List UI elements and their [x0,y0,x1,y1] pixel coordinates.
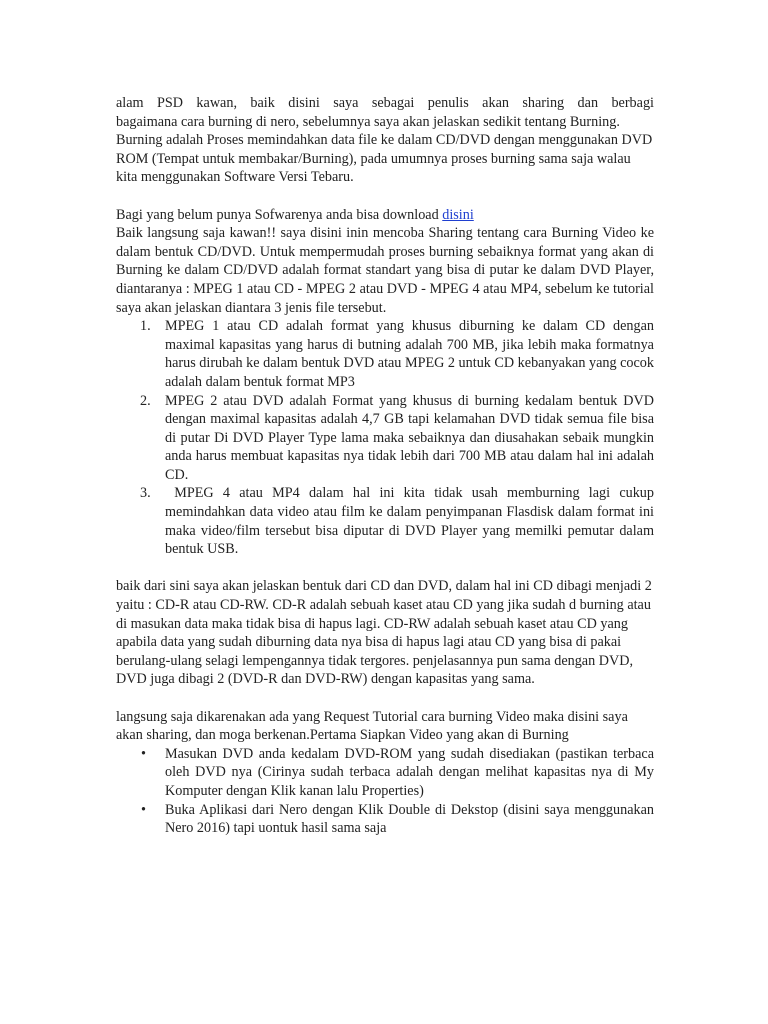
step-item-2-text: Buka Aplikasi dari Nero dengan Klik Double di Dekstop (disini saya menggunakan Nero 2016) tapi uontuk hasil sama saja [165,801,654,837]
format-item-1-number: 1. [140,318,151,335]
paragraph-gap [116,689,654,708]
download-link[interactable]: disini [442,206,474,223]
format-item-2-text: MPEG 2 atau DVD adalah Format yang khusus di burning kedalam bentuk DVD dengan maximal kapasitas adalah 4,7 GB tapi kelamahan DVD tidak semua file bisa di putar Di DVD Player Type lama maka sebaiknya dan diusahakan sebaik mungkin anda harus membuat kapasitas nya tidak lebih dari 700 MB atau dalam hal ini adalah CD. [165,392,654,483]
main-paragraph: Baik langsung saja kawan!! saya disini inin mencoba Sharing tentang cara Burning Video ke dalam bentuk CD/DVD. Untuk mempermudah proses burning sebaiknya format yang akan di Burning ke dalam CD/DVD adalah format standart yang bisa di putar ke dalam DVD Player, diantaranya : MPEG 1 atau CD - MPEG 2 atau DVD - MPEG 4 atau MP4, sebelum ke tutorial saya akan jelaskan diantara 3 jenis file tersebut. [116,225,654,316]
intro-first-line-text: alam PSD kawan, baik disini saya sebagai penulis akan sharing dan berbagi [116,95,654,111]
format-item-3 [116,484,658,558]
paragraph-gap [116,559,654,578]
format-item-3-number: 3. [140,485,151,502]
format-item-1-text: MPEG 1 atau CD adalah format yang khusus diburning ke dalam CD dengan maximal kapasitas yang harus di butning adalah 700 MB, jika lebih maka formatnya harus dirubah ke dalam bentuk DVD atau MPEG 2 untuk CD kebanyakan yang cocok adalah dalam bentuk format MP3 [165,318,654,390]
format-list [116,317,658,559]
download-text: Bagi yang belum punya Sofwarenya anda bisa download [116,206,443,223]
format-item-1 [116,317,654,391]
step-item-1-text: Masukan DVD anda kedalam DVD-ROM yang sudah disediakan (pastikan terbaca oleh DVD nya (Cirinya sudah terbaca adalah dengan melihat kapasitas nya di My Komputer dengan Klik kanan lalu Properties) [165,745,654,799]
intro-first-line [116,94,654,113]
step-item-1 [116,745,654,801]
cd-dvd-paragraph: baik dari sini saya akan jelaskan bentuk dari CD dan DVD, dalam hal ini CD dibagi menjadi 2 yaitu : CD-R atau CD-RW. CD-R adalah sebuah kaset atau CD yang jika sudah d burning atau di masukan data maka tidak bisa di hapus lagi. CD-RW adalah sebuah kaset atau CD yang apabila data yang sudah diburning data nya bisa di hapus lagi atau CD yang bisa di pakai berulang-ulang selagi lempengannya tidak tergores. penjelasannya pun sama dengan DVD, DVD juga dibagi 2 (DVD-R dan DVD-RW) dengan kapasitas yang sama. [116,578,652,688]
steps-list [116,745,654,838]
format-item-2-number: 2. [140,392,151,409]
download-line [116,206,654,225]
tutorial-paragraph: langsung saja dikarenakan ada yang Request Tutorial cara burning Video maka disini saya akan sharing, dan moga berkenan.Pertama Siapkan Video yang akan di Burning [116,708,628,744]
format-item-3-text: MPEG 4 atau MP4 dalam hal ini kita tidak usah memburning lagi cukup memindahkan data video atau film ke dalam penyimpanan Flasdisk dalam format ini maka video/film tersebut bisa diputar di DVD Player yang memilki pemutar dalam bentuk USB. [165,485,658,558]
bullet-icon: • [141,801,146,818]
bullet-icon: • [141,745,146,762]
format-item-2 [116,392,654,485]
intro-paragraph: bagaimana cara burning di nero, sebelumnya saya akan jelaskan sedikit tentang Burning. Burning adalah Proses memindahkan data file ke dalam CD/DVD dengan menggunakan DVD ROM (Tempat untuk membakar/Burning), pada umumnya proses burning sama saja walau kita menggunakan Software Versi Tebaru. [116,113,653,186]
paragraph-gap [116,187,654,206]
step-item-2 [116,801,654,838]
